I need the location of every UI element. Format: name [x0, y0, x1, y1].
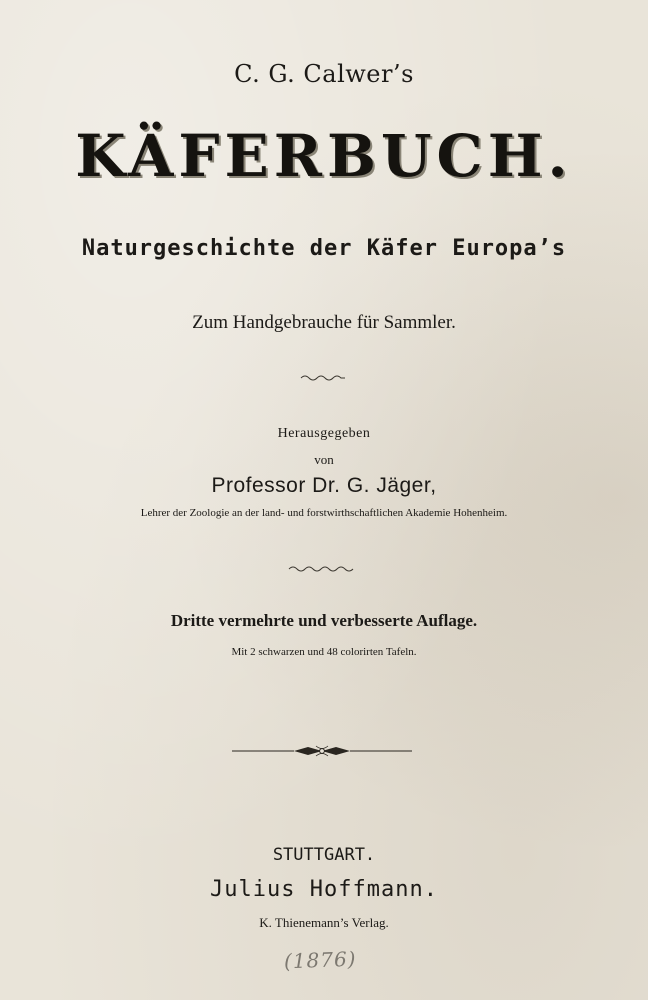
small-flourish-divider-top [300, 374, 346, 382]
publication-city: STUTTGART. [272, 845, 376, 865]
publisher-name: Julius Hoffmann. [210, 877, 438, 902]
handwritten-year: (1876) [283, 946, 357, 974]
edition-line: Dritte vermehrte und verbesserte Auflage. [170, 611, 478, 630]
book-subtitle: Naturgeschichte der Käfer Europa’s [81, 236, 567, 261]
small-flourish-divider-middle [288, 565, 356, 573]
ornamental-rule [232, 744, 412, 758]
edited-by-label: Herausgegeben [277, 426, 371, 441]
plates-line: Mit 2 schwarzen und 48 colorirten Tafeln. [231, 646, 417, 658]
author-line: C. G. Calwer’s [234, 60, 414, 88]
purpose-line: Zum Handgebrauche für Sammler. [192, 312, 456, 333]
editor-affiliation: Lehrer der Zoologie an der land- und forstwirthschaftlichen Akademie Hohenheim. [140, 507, 508, 519]
von-label: von [314, 452, 334, 467]
editor-name: Professor Dr. G. Jäger, [211, 474, 437, 497]
imprint-line: K. Thienemann’s Verlag. [259, 915, 389, 930]
book-title: KÄFERBUCH. [75, 122, 573, 190]
